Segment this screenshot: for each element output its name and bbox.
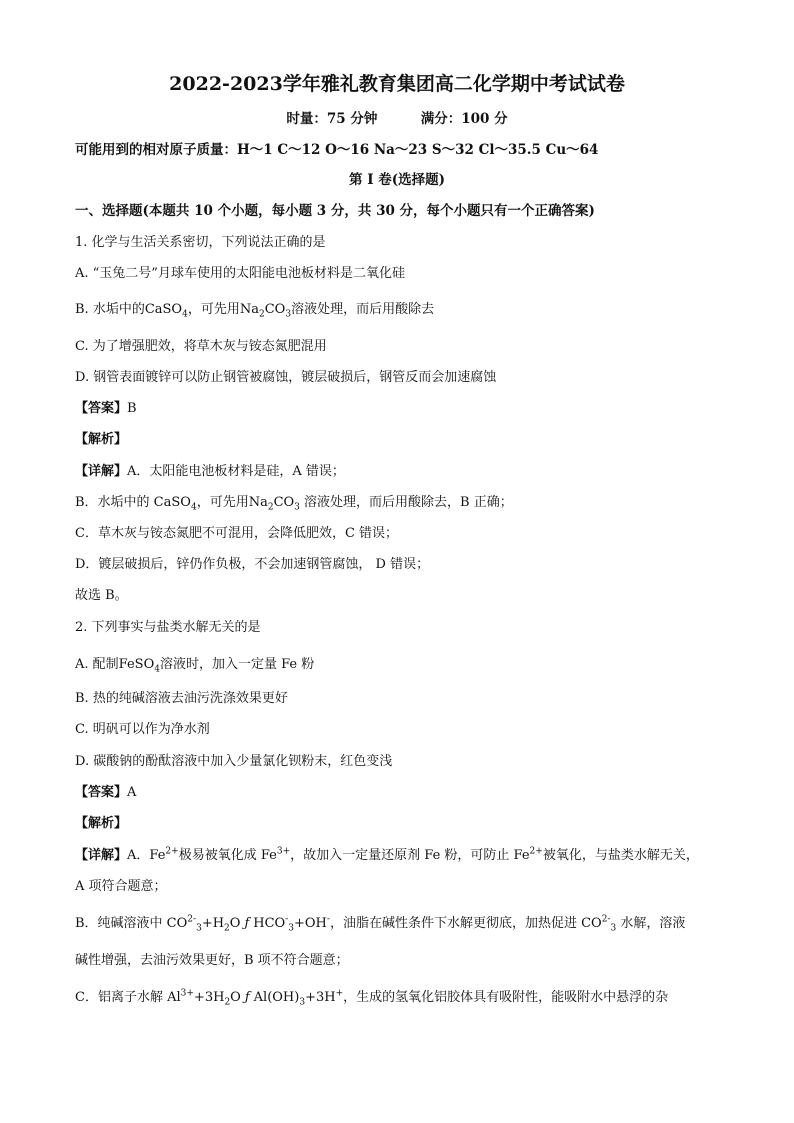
superscript: + <box>335 988 344 999</box>
q1-detail-b <box>75 494 513 512</box>
q1-stem: 1. 化学与生活关系密切，下列说法正确的是 <box>75 235 326 250</box>
detail-text: 水解，溶液 <box>616 916 686 931</box>
detail-text: B．纯碱溶液中 CO <box>75 916 188 931</box>
q2-detail-a-cont: A 项符合题意； <box>75 879 167 894</box>
detail-text: 被氧化，与盐类水解无关， <box>542 848 699 863</box>
q2-detail-c <box>75 989 668 1007</box>
subscript: 4 <box>154 664 160 675</box>
detail-text: A．Fe <box>127 848 166 863</box>
subscript: 2 <box>224 997 231 1008</box>
superscript: 2- <box>187 914 197 925</box>
superscript: - <box>326 914 330 925</box>
answer-value: A <box>127 785 137 800</box>
q1-option-a: A. “玉兔二号”月球车使用的太阳能电池板材料是二氧化硅 <box>75 266 405 281</box>
q2-option-c: C. 明矾可以作为净水剂 <box>75 722 210 737</box>
formula-na2co3: Na <box>239 302 259 317</box>
detail-text: +3H <box>193 990 225 1005</box>
equilibrium-glyph: ƒ <box>244 990 250 1005</box>
q2-answer <box>75 784 136 802</box>
superscript: 2- <box>601 914 611 925</box>
equilibrium-glyph: ƒ <box>244 916 250 931</box>
detail-text: +OH <box>294 916 327 931</box>
formula-feso4: FeSO <box>118 657 155 672</box>
superscript: - <box>285 914 289 925</box>
q1-detail-d: D．镀层破损后，锌仍作负极，不会加速钢管腐蚀， D 错误； <box>75 557 430 572</box>
detail-text: ，可先用Na <box>196 495 268 510</box>
q1-option-d: D. 钢管表面镀锌可以防止钢管被腐蚀，镀层破损后，钢管反而会加速腐蚀 <box>75 370 497 385</box>
detail-text: ，生成的氢氧化铝胶体具有吸附性，能吸附水中悬浮的杂 <box>343 990 669 1005</box>
subscript: 3 <box>610 923 617 934</box>
superscript: 3+ <box>276 846 291 857</box>
part-heading: 第 I 卷(选择题) <box>349 172 445 188</box>
detail-text: +H <box>201 916 225 931</box>
q2-option-b: B. 热的纯碱溶液去油污洗涤效果更好 <box>75 691 288 706</box>
q1-conclusion: 故选 B。 <box>75 588 128 603</box>
superscript: 2+ <box>529 846 543 857</box>
answer-tag: 【答案】 <box>75 785 128 800</box>
section-heading: 一、选择题(本题共 10 个小题，每小题 3 分，共 30 分，每个小题只有一个正确答案) <box>75 203 595 219</box>
answer-tag: 【答案】 <box>75 401 128 416</box>
detail-text: B．水垢中的 CaSO <box>75 495 191 510</box>
q1-detail-c: C．草木灰与铵态氮肥不可混用，会降低肥效，C 错误； <box>75 526 399 541</box>
subscript: 4 <box>190 502 197 513</box>
superscript: 3+ <box>180 988 194 999</box>
q1-analysis-tag: 【解析】 <box>75 432 128 447</box>
q1-option-b-text: ，可先用 <box>187 302 240 317</box>
q2-option-a-text: 溶液时，加入一定量 Fe 粉 <box>159 657 315 672</box>
q1-option-b-text: 溶液处理，而后用酸除去 <box>291 302 435 317</box>
detail-tag: 【详解】 <box>75 464 128 479</box>
subscript: 2 <box>267 502 274 513</box>
subscript: 2 <box>258 309 265 320</box>
q2-option-a-text: A. 配制 <box>75 657 119 672</box>
q2-detail-b-cont: 碱性增强，去油污效果更好，B 项不符合题意； <box>75 953 349 968</box>
detail-text: O <box>230 990 241 1005</box>
subscript: 2 <box>224 923 230 934</box>
q1-option-c: C. 为了增强肥效，将草木灰与铵态氮肥混用 <box>75 339 327 354</box>
q2-detail-a <box>75 847 699 865</box>
detail-text: C．铝离子水解 Al <box>75 990 181 1005</box>
detail-text: Al(OH) <box>253 990 300 1005</box>
detail-tag: 【详解】 <box>75 848 128 863</box>
detail-text: ，故加入一定量还原剂 Fe 粉，可防止 Fe <box>290 848 530 863</box>
detail-text: A．太阳能电池板材料是硅，A 错误； <box>127 464 345 479</box>
detail-text: 溶液处理，而后用酸除去，B 正确； <box>299 495 513 510</box>
detail-text: O <box>229 916 241 931</box>
detail-text: CO <box>273 495 295 510</box>
q2-analysis-tag: 【解析】 <box>75 816 128 831</box>
detail-text: 极易被氧化成 Fe <box>178 848 277 863</box>
score-label: 满分：100 分 <box>420 111 508 127</box>
superscript: 2+ <box>165 846 179 857</box>
answer-value: B <box>127 401 137 416</box>
subscript: 3 <box>196 923 202 934</box>
q2-stem: 2. 下列事实与盐类水解无关的是 <box>75 620 261 635</box>
subscript: 4 <box>182 309 188 320</box>
subscript: 3 <box>285 309 292 320</box>
q1-detail-a <box>75 463 345 481</box>
time-label: 时量：75 分钟 <box>286 111 378 127</box>
atomic-mass-line: 可能用到的相对原子质量：H～1 C～12 O～16 Na～23 S～32 Cl～35.5 Cu～64 <box>75 142 599 158</box>
q2-detail-b <box>75 915 685 933</box>
subscript: 3 <box>288 923 294 934</box>
detail-text: +3H <box>305 990 336 1005</box>
detail-text: ，油脂在碱性条件下水解更彻底，加热促进 CO <box>329 916 602 931</box>
q1-answer <box>75 400 137 418</box>
exam-title: 2022-2023学年雅礼教育集团高二化学期中考试试卷 <box>169 73 625 95</box>
q1-option-b-text: B. 水垢中的 <box>75 302 145 317</box>
subscript: 3 <box>294 502 300 513</box>
formula-na2co3: CO <box>264 302 286 317</box>
q2-option-d: D. 碳酸钠的酚酞溶液中加入少量氯化钡粉末，红色变浅 <box>75 754 393 769</box>
q2-option-a <box>75 656 314 674</box>
exam-meta <box>0 110 794 128</box>
subscript: 3 <box>299 997 306 1008</box>
formula-caso4: CaSO <box>144 302 183 317</box>
q1-option-b <box>75 301 434 319</box>
detail-text: HCO <box>253 916 286 931</box>
